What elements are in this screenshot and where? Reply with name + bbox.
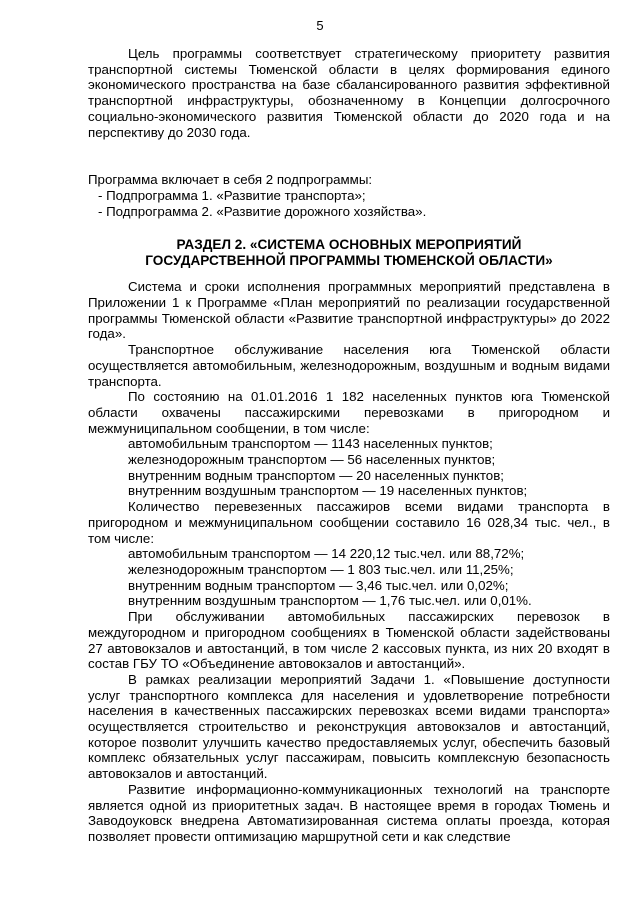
paragraph-passenger-count: Количество перевезенных пассажиров всеми видами транспорта в пригородном и межмуниципальном сообщении составило 16 028,34 тыс. чел., в том числе:	[88, 499, 610, 546]
spacer	[88, 219, 610, 237]
section-heading-line-2: ГОСУДАРСТВЕННОЙ ПРОГРАММЫ ТЮМЕНСКОЙ ОБЛАСТИ»	[145, 253, 553, 269]
paragraph-task-1: В рамках реализации мероприятий Задачи 1. «Повышение доступности услуг транспортного комплекса для населения и удовлетворение потребности населения в качественных пассажирских перевозках всеми видами транспорта» осуществляется строительство и реконструкция автовокзалов и автостанций, которое позволит улучшить качество предоставляемых услуг, обеспечить базовый комплекс обязательных услуг пассажирам, повысить комплексную безопасность автовокзалов и автостанций.	[88, 671, 610, 782]
spacer	[88, 269, 610, 279]
list-item-settlements-water: внутренним водным транспортом — 20 населенных пунктов;	[128, 467, 504, 483]
page-number: 5	[316, 18, 324, 33]
list-item-subprogram-2: - Подпрограмма 2. «Развитие дорожного хозяйства».	[98, 203, 427, 219]
paragraph-transport-service: Транспортное обслуживание населения юга Тюменской области осуществляется автомобильным, железнодорожным, воздушным и водным видами транспорта.	[88, 342, 610, 389]
list-item-passengers-auto: автомобильным транспортом — 14 220,12 тыс.чел. или 88,72%;	[128, 546, 525, 562]
list-item-settlements-auto: автомобильным транспортом — 1143 населенных пунктов;	[128, 436, 493, 452]
paragraph-bus-stations: При обслуживании автомобильных пассажирских перевозок в междугородном и пригородном сообщениях в Тюменской области задействованы 27 автовокзалов и автостанций, в том числе 2 кассовых пункта, из них 20 входят в состав ГБУ ТО «Объединение автовокзалов и автостанций».	[88, 609, 610, 672]
spacer	[88, 140, 610, 172]
paragraph-program-goal: Цель программы соответствует стратегическому приоритету развития транспортной системы Тюменской области в целях формирования единого экономического пространства на базе сбалансированного развития эффективной транспортной инфраструктуры, обозначенному в Концепции долгосрочного социально-экономического развития Тюменской области до 2020 года и на перспективу до 2030 года.	[88, 46, 610, 140]
list-item-settlements-air: внутренним воздушным транспортом — 19 населенных пунктов;	[128, 483, 528, 499]
document-body	[88, 46, 610, 845]
list-item-passengers-water: внутренним водным транспортом — 3,46 тыс.чел. или 0,02%;	[128, 577, 509, 593]
paragraph-ict-development: Развитие информационно-коммуникационных технологий на транспорте является одной из приоритетных задач. В настоящее время в городах Тюмень и Заводоуковск внедрена Автоматизированная система оплаты проезда, которая позволяет провести оптимизацию маршрутной сети и как следствие	[88, 781, 610, 844]
list-item-passengers-air: внутренним воздушным транспортом — 1,76 тыс.чел. или 0,01%.	[128, 593, 532, 609]
list-item-passengers-rail: железнодорожным транспортом — 1 803 тыс.чел. или 11,25%;	[128, 561, 514, 577]
section-heading-line-1: РАЗДЕЛ 2. «СИСТЕМА ОСНОВНЫХ МЕРОПРИЯТИЙ	[176, 237, 522, 253]
paragraph-settlements-coverage: По состоянию на 01.01.2016 1 182 населенных пунктов юга Тюменской области охвачены пассажирскими перевозками в пригородном и межмуниципальном сообщении, в том числе:	[88, 389, 610, 436]
paragraph-subprograms-intro: Программа включает в себя 2 подпрограммы:	[88, 172, 373, 188]
list-item-settlements-rail: железнодорожным транспортом — 56 населенных пунктов;	[128, 452, 496, 468]
paragraph-system-terms: Система и сроки исполнения программных мероприятий представлена в Приложении 1 к Программе «План мероприятий по реализации государственной программы Тюменской области «Развитие транспортной инфраструктуры» до 2022 года».	[88, 279, 610, 342]
list-item-subprogram-1: - Подпрограмма 1. «Развитие транспорта»;	[98, 187, 366, 203]
